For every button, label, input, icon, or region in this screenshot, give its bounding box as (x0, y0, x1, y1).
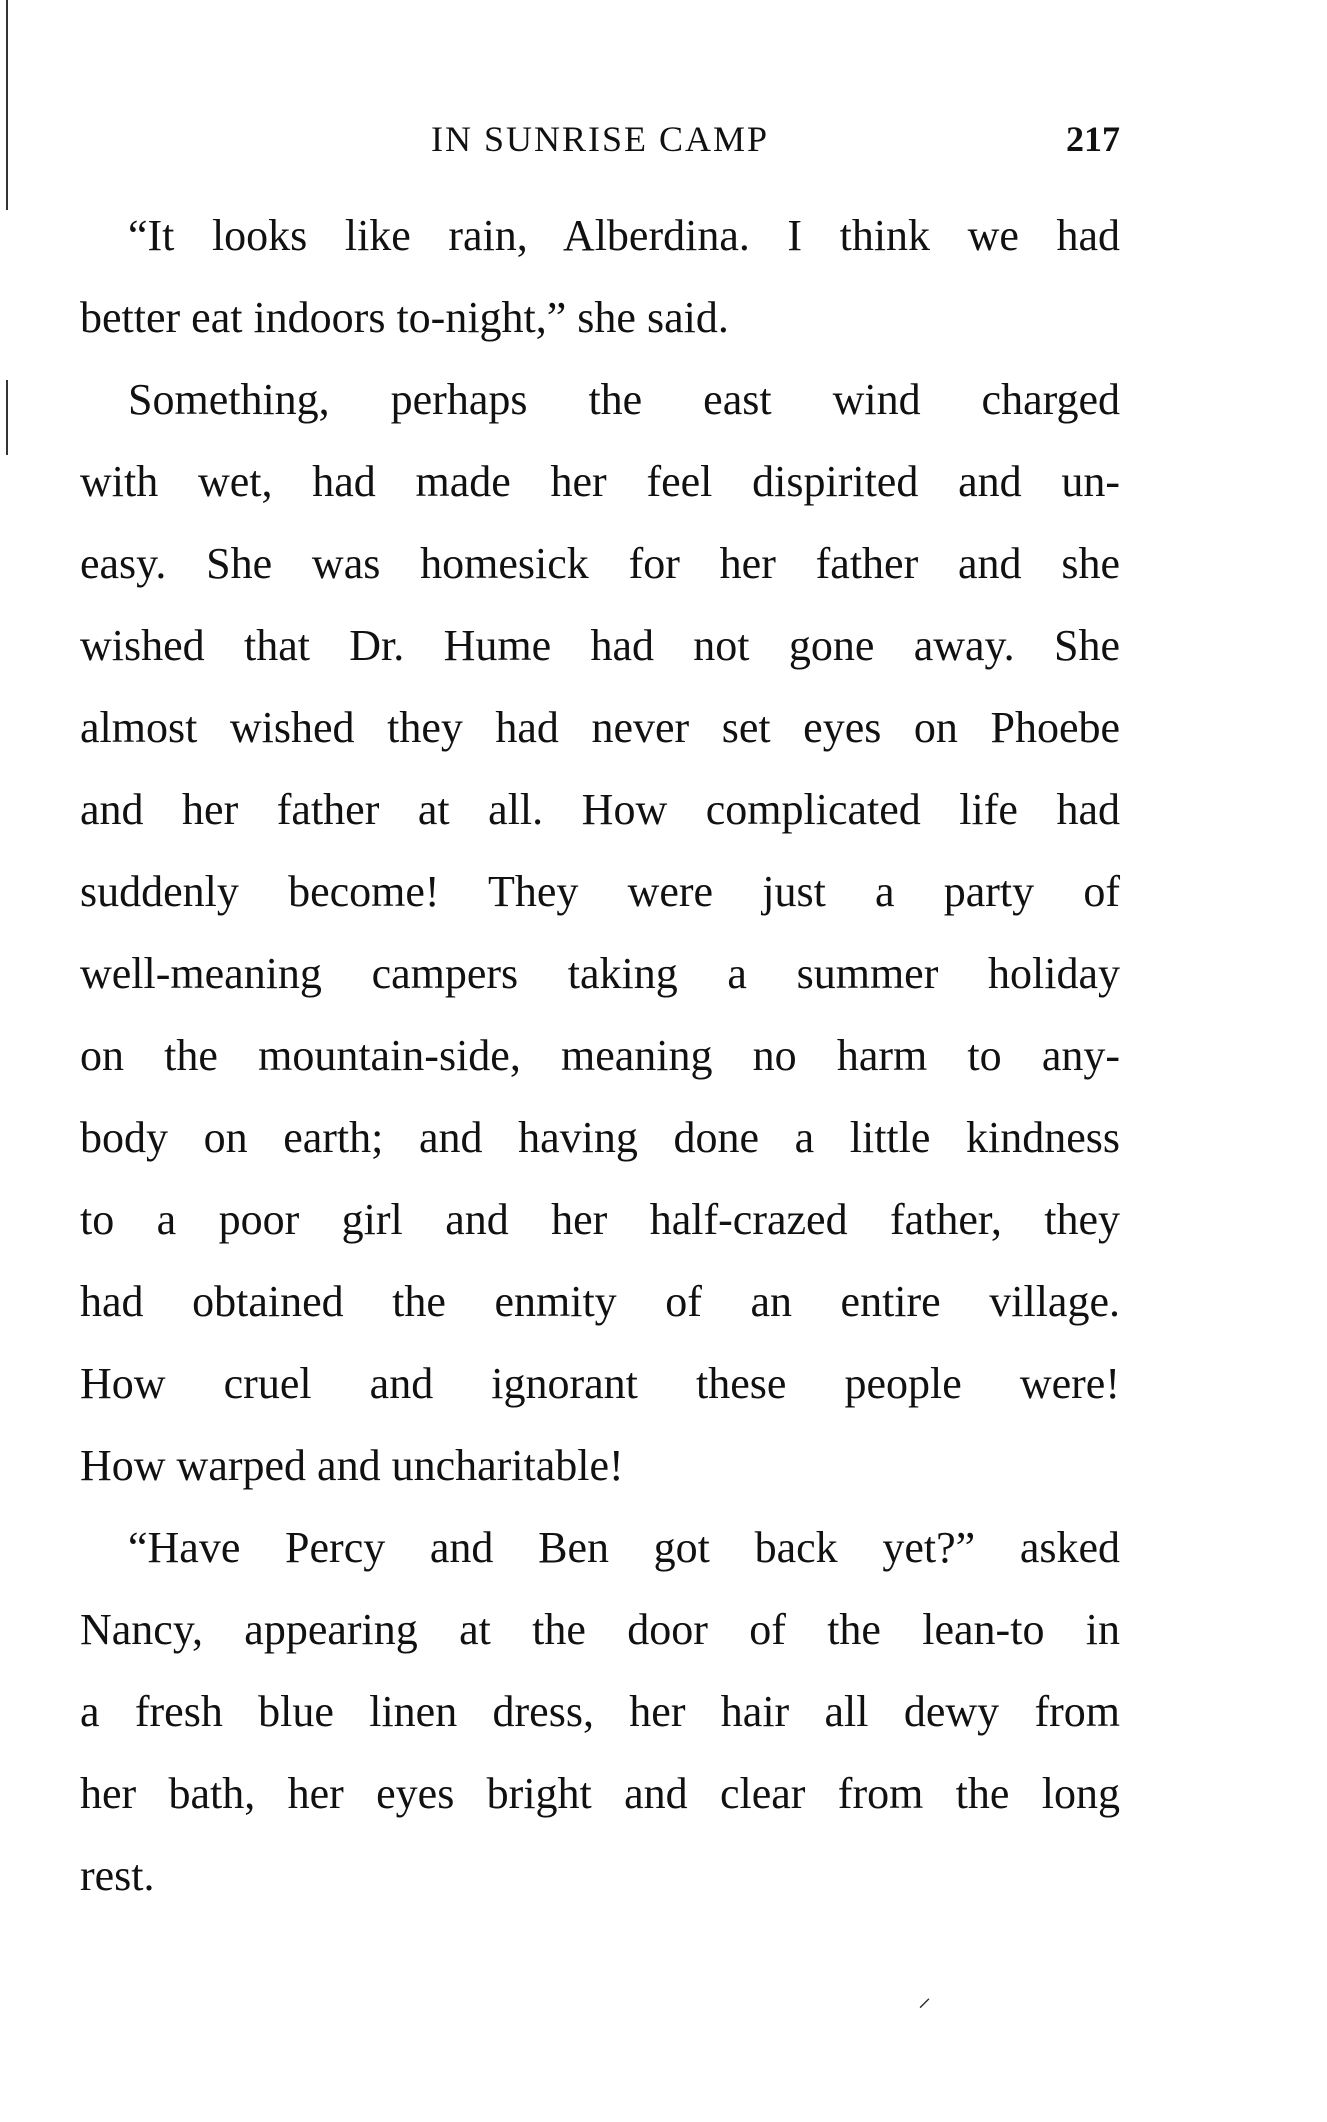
text-line: Nancy, appearing at the door of the lean-to in (80, 1605, 1120, 1654)
binding-edge-mark (6, 0, 8, 210)
text-line: her bath, her eyes bright and clear from the long (80, 1769, 1120, 1818)
text-line: suddenly become! They were just a party of (80, 867, 1120, 916)
binding-edge-mark (6, 380, 8, 455)
text-line: wished that Dr. Hume had not gone away. She (80, 621, 1120, 670)
page-number: 217 (1066, 119, 1120, 159)
text-line: body on earth; and having done a little kindness (80, 1113, 1120, 1162)
text-line: a fresh blue linen dress, her hair all dewy from (80, 1687, 1120, 1736)
text-line: “It looks like rain, Alberdina. I think we had (128, 211, 1120, 260)
running-header (80, 118, 1120, 168)
text-line: How cruel and ignorant these people were! (80, 1359, 1120, 1408)
stray-print-mark: ⸝ (918, 1983, 932, 2012)
text-line: How warped and uncharitable! (80, 1441, 624, 1490)
text-line: Something, perhaps the east wind charged (128, 375, 1120, 424)
text-line: and her father at all. How complicated life had (80, 785, 1120, 834)
text-line: rest. (80, 1851, 155, 1900)
text-line: had obtained the enmity of an entire village. (80, 1277, 1120, 1326)
body-text (80, 195, 1120, 1917)
text-line: well-meaning campers taking a summer holiday (80, 949, 1120, 998)
running-title: IN SUNRISE CAMP (430, 119, 770, 159)
text-line: with wet, had made her feel dispirited and un- (80, 457, 1120, 506)
text-line: to a poor girl and her half-crazed father, they (80, 1195, 1120, 1244)
text-line: better eat indoors to-night,” she said. (80, 293, 729, 342)
text-line: on the mountain-side, meaning no harm to any- (80, 1031, 1120, 1080)
text-line: “Have Percy and Ben got back yet?” asked (128, 1523, 1120, 1572)
text-line: easy. She was homesick for her father and she (80, 539, 1120, 588)
text-line: almost wished they had never set eyes on Phoebe (80, 703, 1120, 752)
